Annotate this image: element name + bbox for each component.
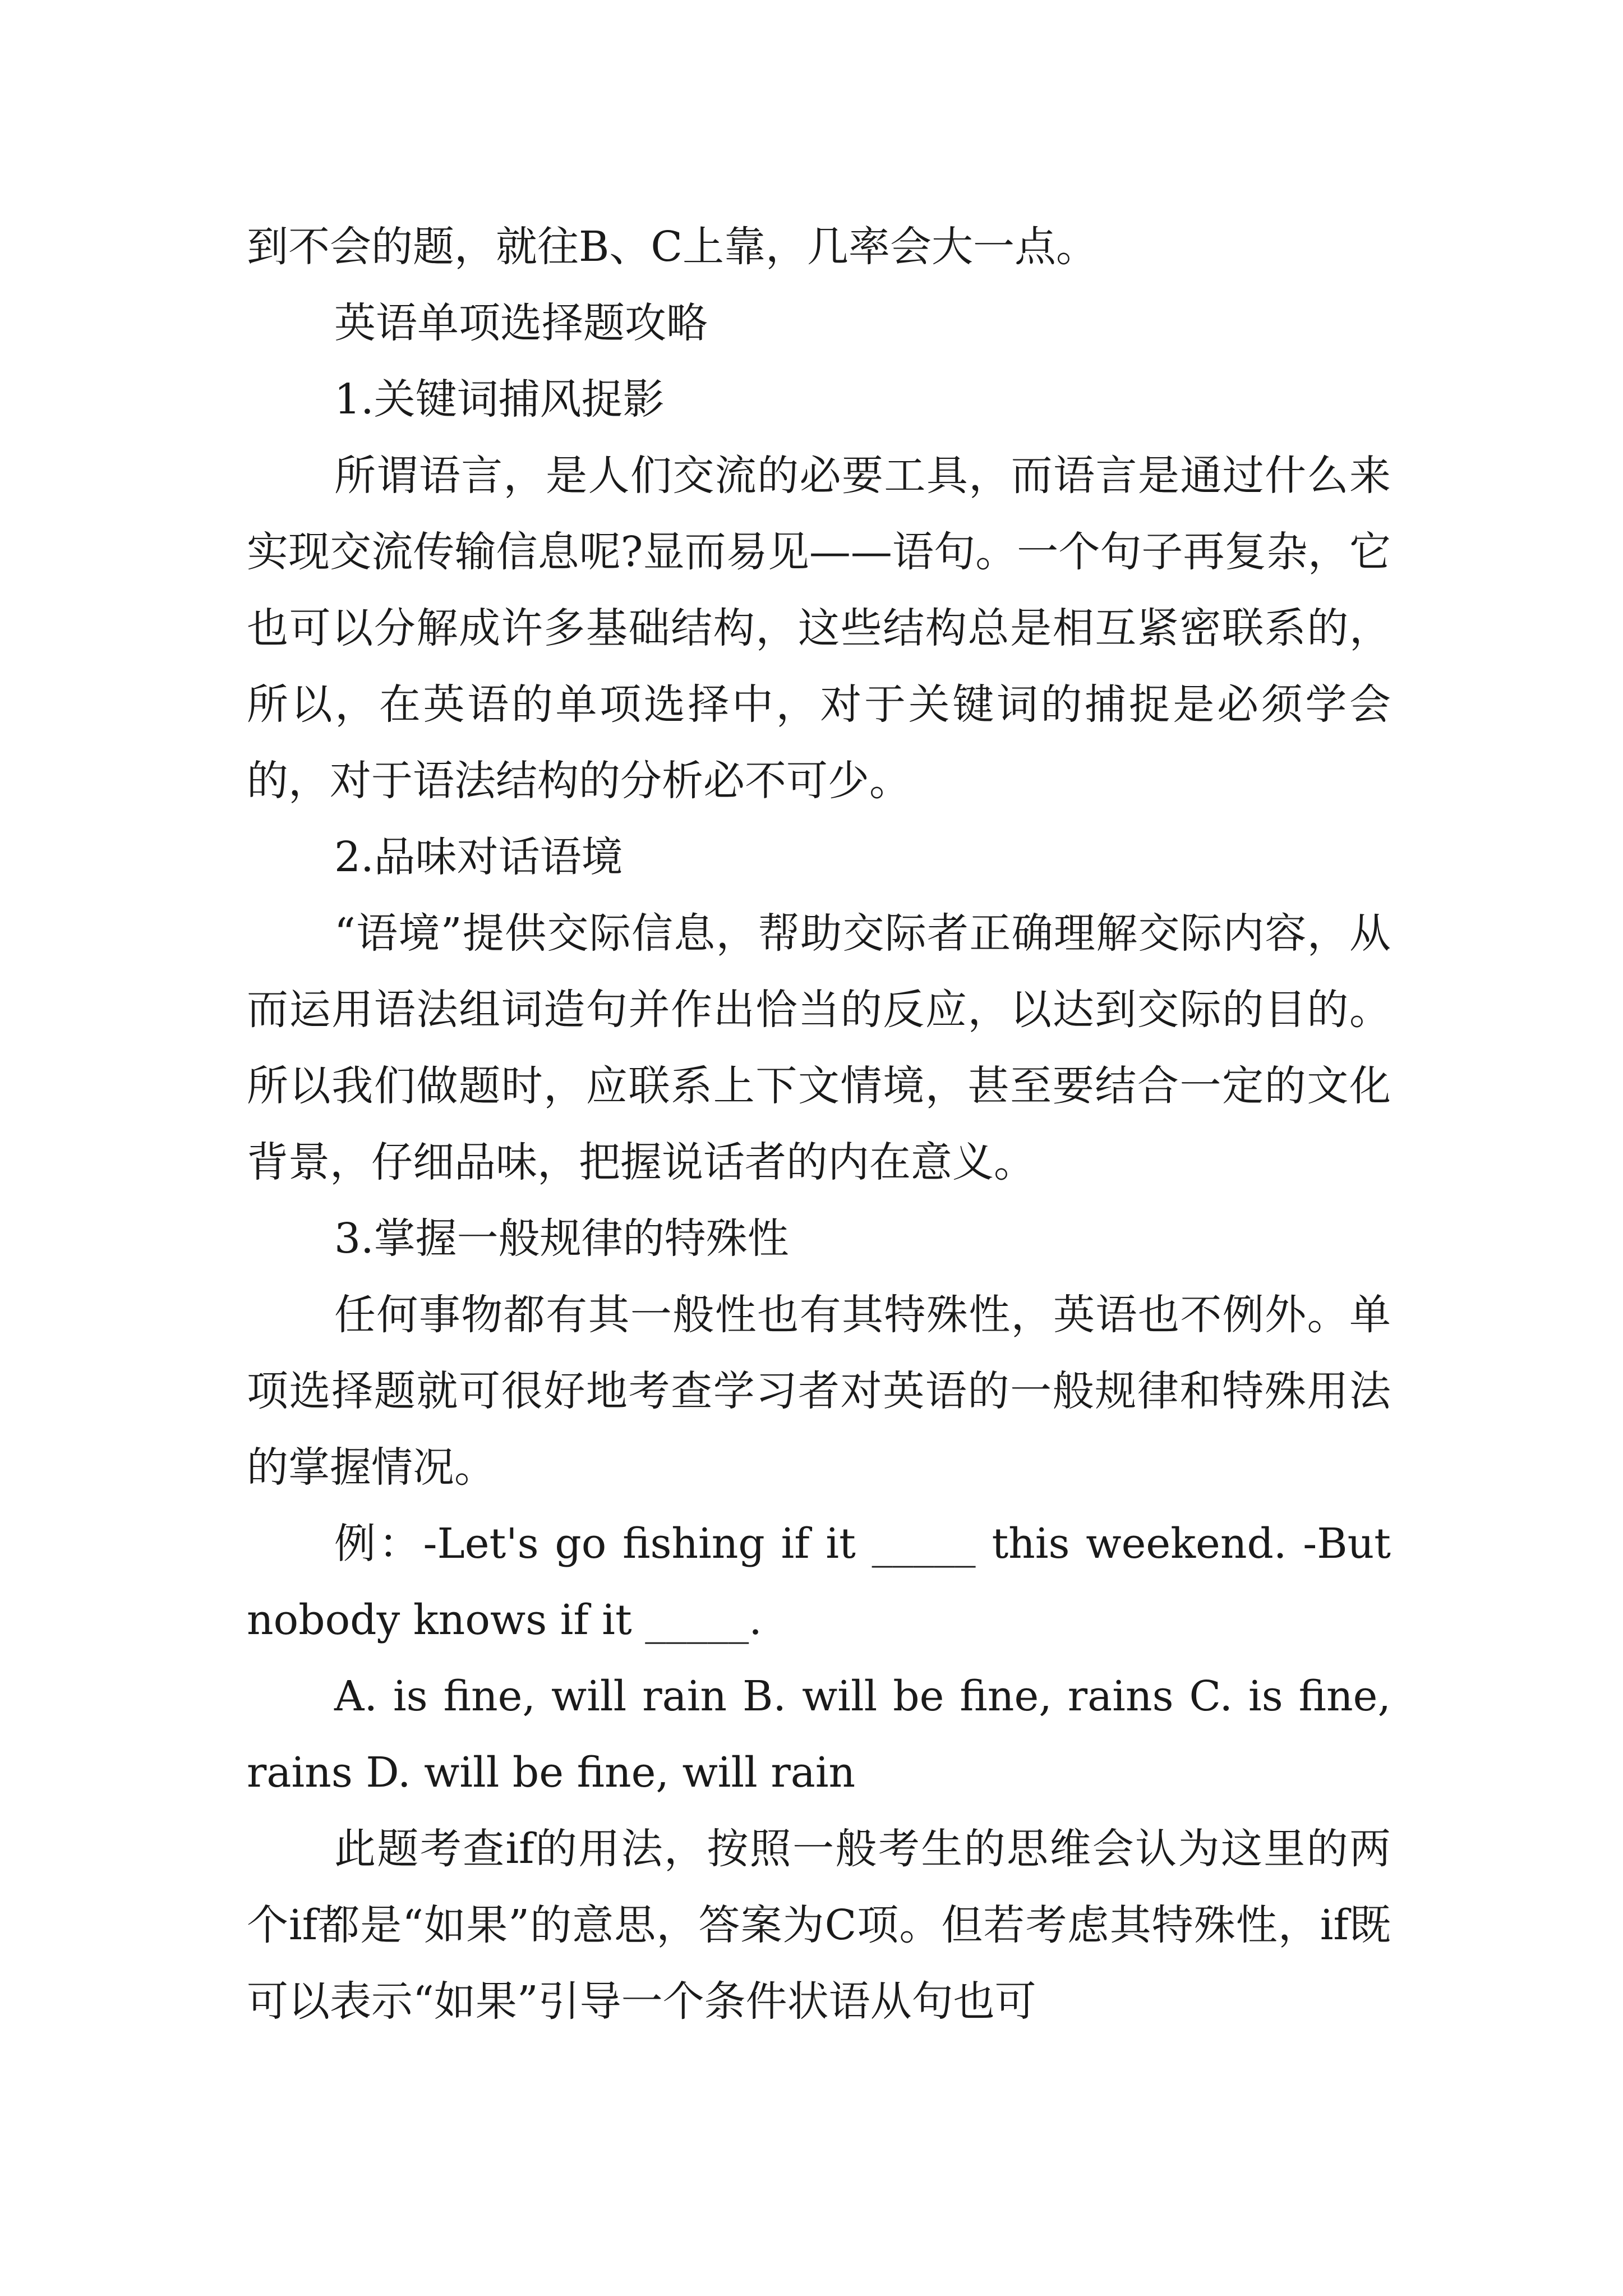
explanation-paragraph: 此题考查if的用法，按照一般考生的思维会认为这里的两个if都是“如果”的意思，答案为C项。但若考虑其特殊性，if既可以表示“如果”引导一个条件状语从句也可 — [247, 1825, 1391, 2026]
tip-2-paragraph: “语境”提供交际信息，帮助交际者正确理解交际内容，从而运用语法组词造句并作出恰当的反应，以达到交际的目的。所以我们做题时，应联系上下文情境，甚至要结合一定的文化背景，仔细品味，把握说话者的内在意义。 — [247, 909, 1391, 1186]
tip-3-paragraph: 任何事物都有其一般性也有其特殊性，英语也不例外。单项选择题就可很好地考查学习者对英语的一般规律和特殊用法的掌握情况。 — [247, 1291, 1391, 1492]
example-question: 例：-Let's go fishing if it _____ this weekend. -But nobody knows if it _____. — [247, 1520, 1391, 1644]
tip-2-heading: 2.品味对话语境 — [334, 833, 623, 881]
section-title: 英语单项选择题攻略 — [334, 299, 708, 347]
tip-1-paragraph: 所谓语言，是人们交流的必要工具，而语言是通过什么来实现交流传输信息呢?显而易见——语句。一个句子再复杂，它也可以分解成许多基础结构，这些结构总是相互紧密联系的，所以，在英语的单项选择中，对于关键词的捕捉是必须学会的，对于语法结构的分析必不可少。 — [247, 452, 1391, 805]
tip-3-heading: 3.掌握一般规律的特殊性 — [334, 1214, 789, 1263]
intro-paragraph: 到不会的题，就往B、C上靠，几率会大一点。 — [247, 223, 1098, 271]
tip-1-heading: 1.关键词捕风捉影 — [334, 375, 665, 424]
example-options: A. is fine, will rain B. will be fine, rains C. is fine, rains D. will be fine, will rain — [247, 1672, 1391, 1797]
document-body — [247, 209, 1391, 2040]
